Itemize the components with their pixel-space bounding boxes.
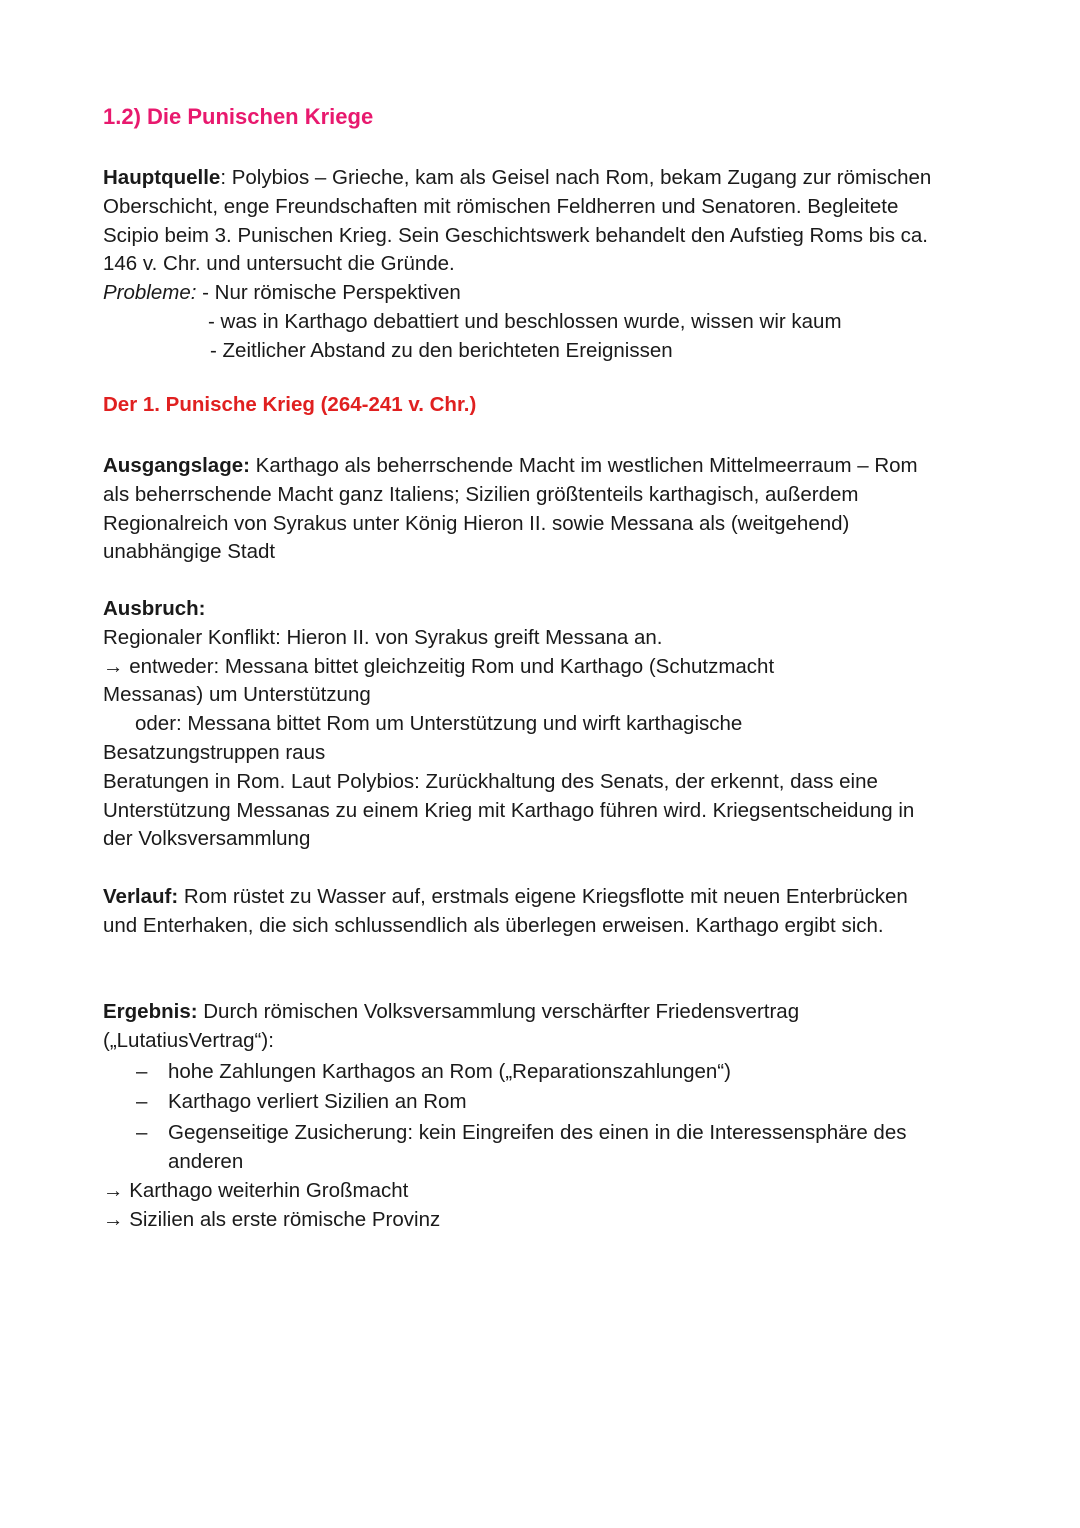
list-item-text: anderen xyxy=(168,1149,244,1173)
ausbruch-line: → entweder: Messana bittet gleichzeitig Rom und Karthago (Schutzmacht xyxy=(103,654,775,678)
hauptquelle-line: Oberschicht, enge Freundschaften mit römischen Feldherren und Senatoren. Begleitete xyxy=(103,194,899,218)
verlauf-line: und Enterhaken, die sich schlussendlich als überlegen erweisen. Karthago ergibt sich. xyxy=(103,913,884,937)
ausbruch-line: Besatzungstruppen raus xyxy=(103,740,326,764)
ausgangslage-line: Regionalreich von Syrakus unter König Hieron II. sowie Messana als (weitgehend) xyxy=(103,511,850,535)
conclusion-line: → Sizilien als erste römische Provinz xyxy=(103,1207,441,1231)
ausbruch-label: Ausbruch: xyxy=(103,597,206,620)
ausgangslage-line: unabhängige Stadt xyxy=(103,540,276,564)
probleme-item: - was in Karthago debattiert und beschlossen wurde, wissen wir kaum xyxy=(208,309,842,333)
ergebnis-line: („LutatiusVertrag“): xyxy=(103,1028,274,1052)
ergebnis-paragraph xyxy=(103,998,963,1234)
ergebnis-line: Durch römischen Volksversammlung verschärfter Friedensvertrag xyxy=(197,1000,800,1023)
hauptquelle-line: : Polybios – Grieche, kam als Geisel nach Rom, bekam Zugang zur römischen xyxy=(220,166,932,189)
page-title: 1.2) Die Punischen Kriege xyxy=(103,104,374,129)
bullet-dash: – xyxy=(136,1059,148,1083)
section-heading: Der 1. Punische Krieg (264-241 v. Chr.) xyxy=(103,393,477,416)
list-item-text: Karthago verliert Sizilien an Rom xyxy=(168,1090,467,1114)
probleme-item: - Zeitlicher Abstand zu den berichteten Ereignissen xyxy=(210,338,673,362)
list-item-text: hohe Zahlungen Karthagos an Rom („Reparationszahlungen“) xyxy=(168,1059,731,1083)
ausbruch-line: oder: Messana bittet Rom um Unterstützung und wirft karthagische xyxy=(135,712,743,736)
probleme-label: Probleme: xyxy=(103,281,197,305)
probleme-item: - Nur römische Perspektiven xyxy=(196,281,461,305)
verlauf-line: Rom rüstet zu Wasser auf, erstmals eigene Kriegsflotte mit neuen Enterbrücken xyxy=(178,885,908,908)
conclusion-line: → Karthago weiterhin Großmacht xyxy=(103,1178,409,1202)
ausbruch-paragraph xyxy=(103,595,963,854)
list-item-text: Gegenseitige Zusicherung: kein Eingreifen des einen in die Interessensphäre des xyxy=(168,1121,907,1145)
ausgangslage-paragraph xyxy=(103,452,963,567)
ausbruch-line: Beratungen in Rom. Laut Polybios: Zurückhaltung des Senats, der erkennt, dass eine xyxy=(103,769,878,793)
ausgangslage-line: Karthago als beherrschende Macht im westlichen Mittelmeerraum – Rom xyxy=(249,454,918,477)
hauptquelle-line: Scipio beim 3. Punischen Krieg. Sein Geschichtswerk behandelt den Aufstieg Roms bis ca. xyxy=(103,223,928,247)
verlauf-label: Verlauf: xyxy=(103,885,179,908)
ausbruch-line: Messanas) um Unterstützung xyxy=(103,683,371,707)
ausbruch-line: Unterstützung Messanas zu einem Krieg mit Karthago führen wird. Kriegsentscheidung in xyxy=(103,798,915,822)
list-item xyxy=(103,1119,963,1177)
list-item xyxy=(103,1058,963,1087)
bullet-dash: – xyxy=(136,1121,148,1145)
hauptquelle-paragraph xyxy=(103,164,963,366)
verlauf-paragraph xyxy=(103,883,963,941)
ausgangslage-label: Ausgangslage: xyxy=(103,454,250,477)
hauptquelle-label: Hauptquelle xyxy=(103,166,221,189)
ausbruch-line: Regionaler Konflikt: Hieron II. von Syrakus greift Messana an. xyxy=(103,625,663,649)
hauptquelle-line: 146 v. Chr. und untersucht die Gründe. xyxy=(103,252,455,276)
ausbruch-line: der Volksversammlung xyxy=(103,827,311,851)
list-item xyxy=(103,1088,963,1117)
ausgangslage-line: als beherrschende Macht ganz Italiens; Sizilien größtenteils karthagisch, außerdem xyxy=(103,482,859,506)
ergebnis-label: Ergebnis: xyxy=(103,1000,198,1023)
bullet-dash: – xyxy=(136,1090,148,1114)
